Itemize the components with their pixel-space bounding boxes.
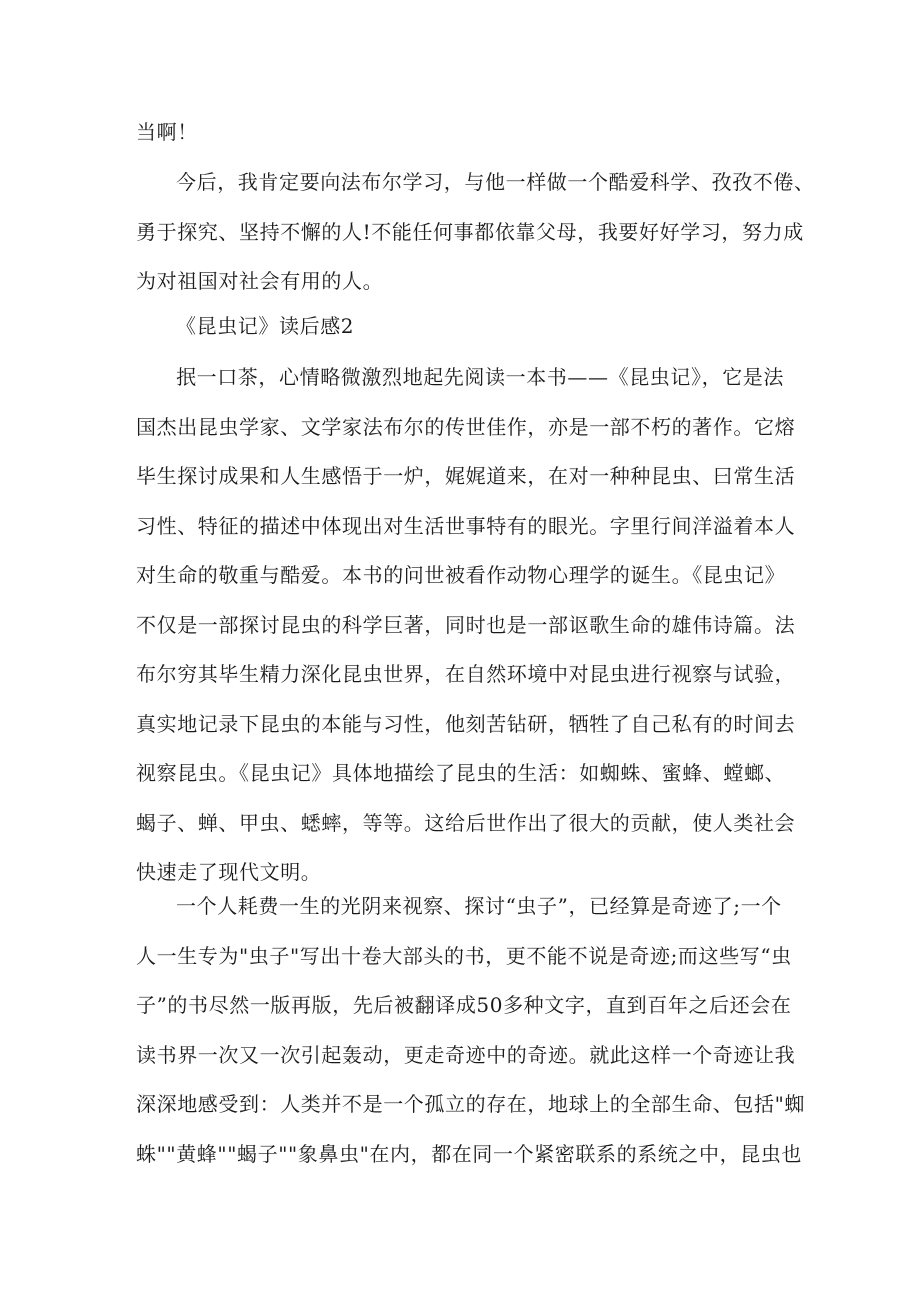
text-line: 读书界一次又一次引起轰动，更走奇迹中的奇迹。就此这样一个奇迹让我 [136, 1042, 796, 1067]
text-line: 一个人耗费一生的光阴来视察、探讨“虫子”，已经算是奇迹了;一个 [176, 894, 782, 918]
text-line: 蝎子、蝉、甲虫、蟋蟀，等等。这给后世作出了很大的贡献，使人类社会 [136, 810, 796, 835]
paragraph-3 [136, 353, 796, 898]
paragraph-4 [136, 882, 805, 1179]
text-line: 快速走了现代文明。 [136, 860, 322, 884]
paragraph-1 [136, 108, 796, 158]
text-line: 蛛""黄蜂""蝎子""象鼻虫"在内，都在同一个紧密联系的系统之中，昆虫也 [136, 1141, 802, 1166]
text-line: 子”的书尽然一版再版，先后被翻译成50多种文字，直到百年之后还会在 [136, 993, 792, 1017]
text-line: 为对祖国对社会有用的人。 [136, 269, 384, 293]
text-line: 人一生专为"虫子"写出十卷大部头的书，更不能不说是奇迹;而这些写“虫 [136, 943, 792, 968]
text-line: 今后，我肯定要向法布尔学习，与他一样做一个酷爱科学、孜孜不倦、 [176, 170, 815, 194]
text-line: 习性、特征的描述中体现出对生活世事特有的眼光。字里行间洋溢着本人 [136, 513, 796, 538]
text-line: 布尔穷其毕生精力深化昆虫世界，在自然环境中对昆虫进行视察与试验， [136, 662, 796, 686]
text-line: 对生命的敬重与酷爱。本书的问世被看作动物心理学的诞生。《昆虫记》 [136, 563, 786, 587]
text-line: 真实地记录下昆虫的本能与习性，他刻苦钻研，牺牲了自己私有的时间去 [136, 711, 796, 736]
section-heading: 《昆虫记》读后感2 [176, 314, 355, 338]
text-line: 不仅是一部探讨昆虫的科学巨著，同时也是一部讴歌生命的雄伟诗篇。法 [136, 612, 796, 637]
text-line: 当啊！ [136, 120, 198, 144]
text-line: 国杰出昆虫学家、文学家法布尔的传世佳作，亦是一部不朽的著作。它熔 [136, 414, 796, 439]
text-line: 视察昆虫。《昆虫记》具体地描绘了昆虫的生活：如蜘蛛、蜜蜂、螳螂、 [136, 761, 786, 785]
text-line: 抿一口茶，心情略微激烈地起先阅读一本书——《昆虫记》，它是法 [176, 365, 784, 389]
paragraph-2 [136, 158, 815, 307]
text-line: 勇于探究、坚持不懈的人!不能任何事都依靠父母，我要好好学习，努力成 [136, 219, 804, 244]
text-line: 毕生探讨成果和人生感悟于一炉，娓娓道来，在对一种种昆虫、曰常生活 [136, 464, 796, 488]
text-line: 深深地感受到：人类并不是一个孤立的存在，地球上的全部生命、包括"蜘 [136, 1092, 805, 1116]
